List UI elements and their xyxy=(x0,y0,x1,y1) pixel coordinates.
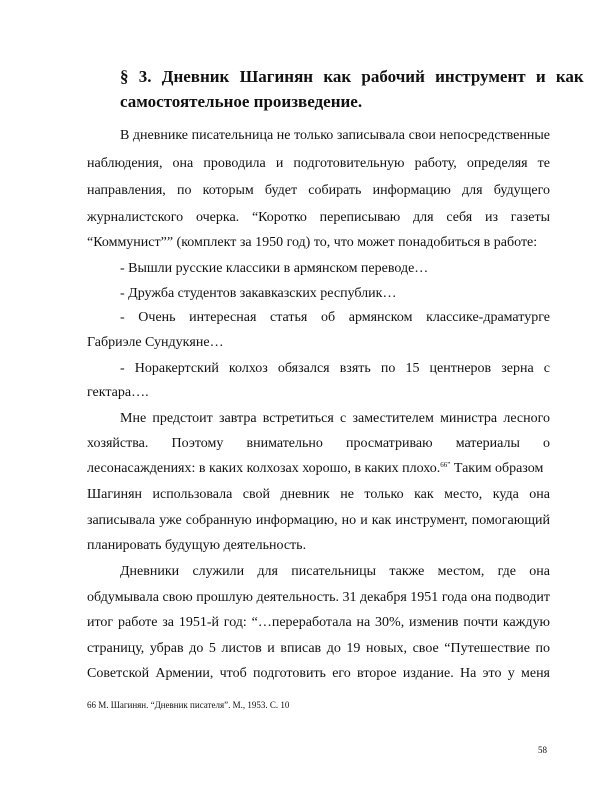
body-line-3: направления, по которым будет собирать информацию для будущего xyxy=(87,183,550,198)
list-item-2: - Дружба студентов закавказских республик… xyxy=(120,286,397,301)
body-line-15: Шагинян использовала свой дневник не только как место, куда она xyxy=(87,487,550,502)
page-number: 58 xyxy=(538,745,547,755)
body-line-11: гектара…. xyxy=(87,385,149,400)
body-line-13: хозяйства. Поэтому внимательно просматриваю материалы о xyxy=(87,436,550,451)
list-item-3: - Очень интересная статья об армянском классике-драматурге xyxy=(120,310,550,325)
body-line-5: “Коммунист”” (комплект за 1950 год) то, что может понадобиться в работе: xyxy=(87,235,538,250)
section-heading-line-1: § 3. Дневник Шагинян как рабочий инструмент и как xyxy=(120,67,584,86)
body-line-14 xyxy=(87,461,550,477)
body-line-21: страницу, убрав до 5 листов и вписав до 19 новых, свое “Путешествие по xyxy=(87,641,550,656)
body-line-17: планировать будущую деятельность. xyxy=(87,538,307,553)
body-line-14-text: лесонасаждениях: в каких колхозах хорошо, в каких плохо. xyxy=(87,461,441,476)
section-heading-line-2: самостоятельное произведение. xyxy=(120,92,363,111)
body-line-12: Мне предстоит завтра встретиться с заместителем министра лесного xyxy=(120,411,550,426)
body-line-19: обдумывала свою прошлую деятельность. 31 декабря 1951 года она подводит xyxy=(87,590,550,605)
body-line-22: Советской Армении, чтоб подготовить его второе издание. На это у меня xyxy=(87,666,550,681)
body-line-2: наблюдения, она проводила и подготовительную работу, определяя те xyxy=(87,156,550,171)
body-line-1: В дневнике писательница не только записывала свои непосредственные xyxy=(120,128,550,143)
body-line-16: записывала уже собранную информацию, но и как инструмент, помогающий xyxy=(87,513,550,528)
list-item-4: - Норакертский колхоз обязался взять по 15 центнеров зерна с xyxy=(120,361,550,376)
body-line-20: итог работе за 1951-й год: “…переработала на 30%, изменив почти каждую xyxy=(87,615,550,630)
body-line-9: Габриэле Сундукяне… xyxy=(87,335,224,350)
body-line-4: журналистского очерка. “Коротко переписываю для себя из газеты xyxy=(87,210,550,225)
footnote: 66 М. Шагинян. “Дневник писателя”. М., 1953. С. 10 xyxy=(87,700,290,710)
body-line-18: Дневники служили для писательницы также местом, где она xyxy=(120,564,550,579)
list-item-1: - Вышли русские классики в армянском переводе… xyxy=(120,261,429,276)
footnote-reference: 66” xyxy=(440,461,451,469)
body-line-14-tail: Таким образом xyxy=(450,461,544,476)
